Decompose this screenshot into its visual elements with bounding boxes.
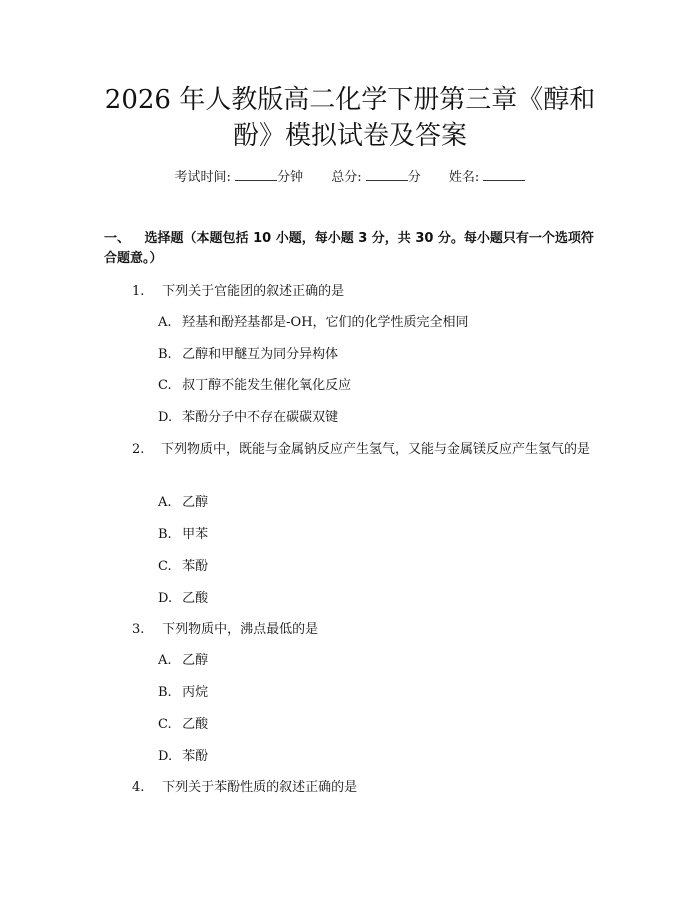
- option-label: B.: [158, 685, 172, 700]
- document-title-line-1: 2026 年人教版高二化学下册第三章《醇和: [104, 85, 596, 115]
- option-label: C.: [158, 378, 172, 393]
- exam-time-blank: [235, 168, 277, 181]
- question-text: 下列关于官能团的叙述正确的是: [162, 284, 345, 299]
- question-1-option-c: [158, 376, 351, 396]
- question-number: 4.: [132, 780, 145, 795]
- option-text: 苯酚: [182, 749, 209, 764]
- option-text: 乙醇: [182, 653, 209, 668]
- option-text: 乙醇和甲醚互为同分异构体: [182, 347, 339, 362]
- total-score-field: [331, 170, 425, 185]
- question-3-option-a: [158, 651, 208, 671]
- section-text: 选择题（本题包括 10 小题，每小题 3 分，共 30 分。每小题只有一个选项符合题意。）: [104, 231, 594, 266]
- question-2-option-d: [158, 589, 208, 609]
- section-number: 一、: [104, 231, 131, 246]
- option-text: 甲苯: [182, 527, 209, 542]
- option-label: A.: [158, 495, 172, 510]
- question-2: [104, 439, 604, 461]
- option-label: D.: [158, 749, 173, 764]
- option-text: 乙酸: [182, 717, 209, 732]
- option-label: D.: [158, 591, 173, 606]
- exam-time-unit: 分钟: [277, 170, 304, 185]
- question-4: [132, 777, 357, 799]
- option-label: B.: [158, 347, 172, 362]
- option-label: D.: [158, 410, 173, 425]
- option-label: A.: [158, 653, 172, 668]
- question-2-option-b: [158, 525, 208, 545]
- question-3-option-d: [158, 747, 208, 767]
- option-label: C.: [158, 717, 172, 732]
- exam-info-line: [0, 168, 700, 188]
- exam-time-label: 考试时间:: [174, 170, 231, 185]
- option-label: C.: [158, 559, 172, 574]
- question-number: 1.: [132, 284, 145, 299]
- option-label: B.: [158, 527, 172, 542]
- option-text: 丙烷: [182, 685, 209, 700]
- question-2-option-c: [158, 557, 208, 577]
- question-number: 2.: [132, 442, 145, 457]
- exam-time-field: [175, 170, 308, 185]
- name-field: [449, 170, 526, 185]
- question-text: 下列物质中，沸点最低的是: [162, 622, 319, 637]
- question-1: [132, 281, 344, 303]
- section-heading: [104, 229, 604, 269]
- name-label: 姓名:: [448, 170, 480, 185]
- total-score-unit: 分: [407, 170, 421, 185]
- question-text: 下列关于苯酚性质的叙述正确的是: [162, 780, 358, 795]
- option-text: 苯酚: [182, 559, 209, 574]
- question-number: 3.: [132, 622, 145, 637]
- question-2-option-a: [158, 493, 208, 513]
- option-label: A.: [158, 315, 172, 330]
- option-text: 叔丁醇不能发生催化氧化反应: [182, 378, 352, 393]
- question-3-option-b: [158, 683, 208, 703]
- option-text: 乙酸: [182, 591, 209, 606]
- option-text: 乙醇: [182, 495, 209, 510]
- total-score-blank: [366, 168, 408, 181]
- question-3: [132, 619, 318, 641]
- question-text: 下列物质中，既能与金属钠反应产生氢气，又能与金属镁反应产生氢气的是: [160, 442, 590, 457]
- total-score-label: 总分:: [331, 170, 362, 185]
- option-text: 羟基和酚羟基都是-OH，它们的化学性质完全相同: [182, 315, 469, 330]
- option-text: 苯酚分子中不存在碳碳双键: [182, 410, 339, 425]
- name-blank: [483, 168, 525, 181]
- question-1-option-a: [158, 313, 469, 333]
- document-title-line-2: 酚》模拟试卷及答案: [232, 121, 467, 151]
- question-3-option-c: [158, 715, 208, 735]
- question-1-option-d: [158, 408, 338, 428]
- question-1-option-b: [158, 345, 338, 365]
